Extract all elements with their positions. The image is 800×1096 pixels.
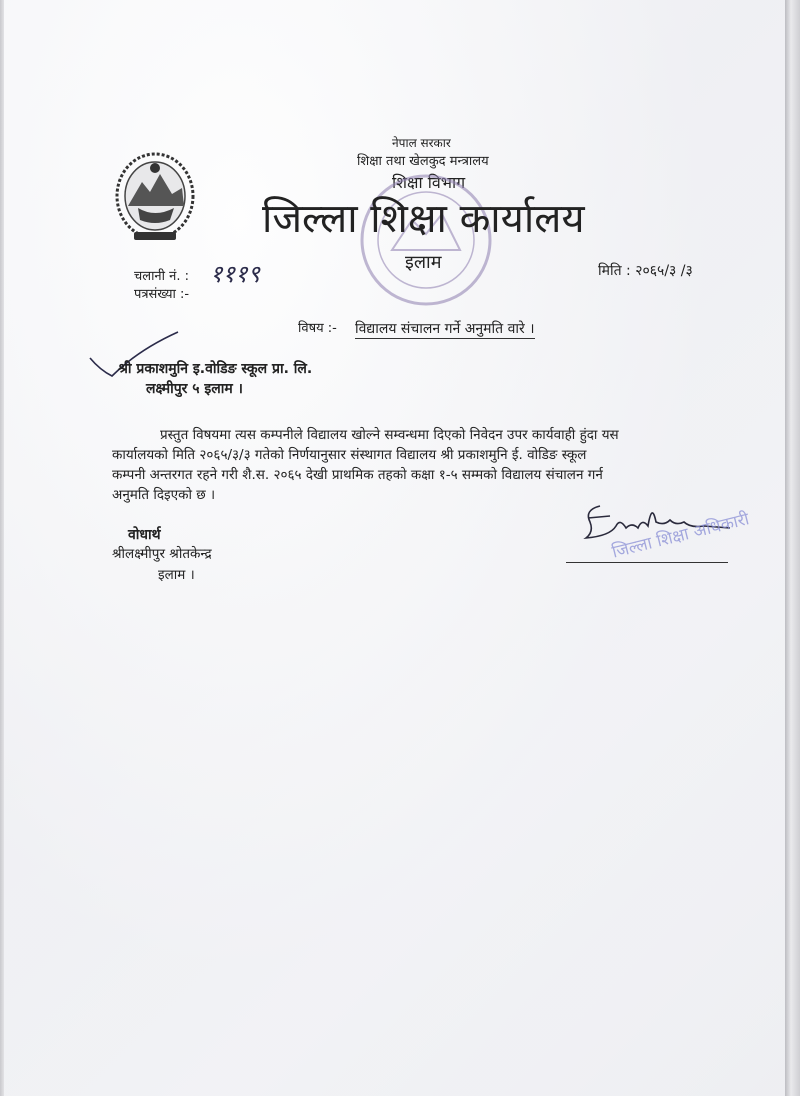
subject-text: विद्यालय संचालन गर्ने अनुमति वारे ।: [355, 321, 535, 337]
officer-stamp: जिल्ला शिक्षा अधिकारी: [609, 509, 752, 563]
body-line-4: अनुमति दिइएको छ ।: [112, 487, 216, 503]
body-line-1: प्रस्तुत विषयमा त्यस कम्पनीले विद्यालय खोल्ने सम्वन्धमा दिएको निवेदन उपर कार्यवाही हुंदा यस: [160, 427, 619, 443]
government-name: नेपाल सरकार: [392, 136, 451, 150]
paper-right-edge: [785, 0, 800, 1096]
signature-line: [566, 562, 728, 563]
office-title: जिल्ला शिक्षा कार्यालय: [262, 196, 585, 242]
ministry-name: शिक्षा तथा खेलकुद मन्त्रालय: [357, 154, 489, 169]
letter-date: मिति : २०६५/३ /३: [598, 263, 693, 279]
cc-line-2: इलाम ।: [158, 567, 195, 583]
department-name: शिक्षा विभाग: [392, 173, 466, 192]
nepal-emblem-icon: [110, 148, 200, 248]
body-line-3: कम्पनी अन्तरगत रहने गरी शै.स. २०६५ देखी प्राथमिक तहको कक्षा १-५ सम्मको विद्यालय संचालन गर्न: [112, 467, 603, 483]
addressee-address: लक्ष्मीपुर ५ इलाम ।: [146, 381, 243, 397]
letter-number-label: पत्रसंख्या :-: [134, 287, 190, 302]
cc-label: वोधार्थ: [128, 527, 161, 543]
subject-label: विषय :-: [298, 321, 337, 336]
dispatch-number-label: चलानी नं. :: [134, 269, 190, 284]
cc-line-1: श्रीलक्ष्मीपुर श्रोतकेन्द्र: [112, 546, 212, 562]
body-line-2: कार्यालयको मिति २०६५/३/३ गतेको निर्णयानुसार संस्थागत विद्यालय श्री प्रकाशमुनि ई. वोडिङ स्कूल: [112, 447, 587, 463]
dispatch-number: १११९: [210, 260, 260, 288]
office-location: इलाम: [405, 252, 442, 273]
addressee-name: श्री प्रकाशमुनि इ.वोडिङ स्कूल प्रा. लि.: [118, 361, 313, 377]
